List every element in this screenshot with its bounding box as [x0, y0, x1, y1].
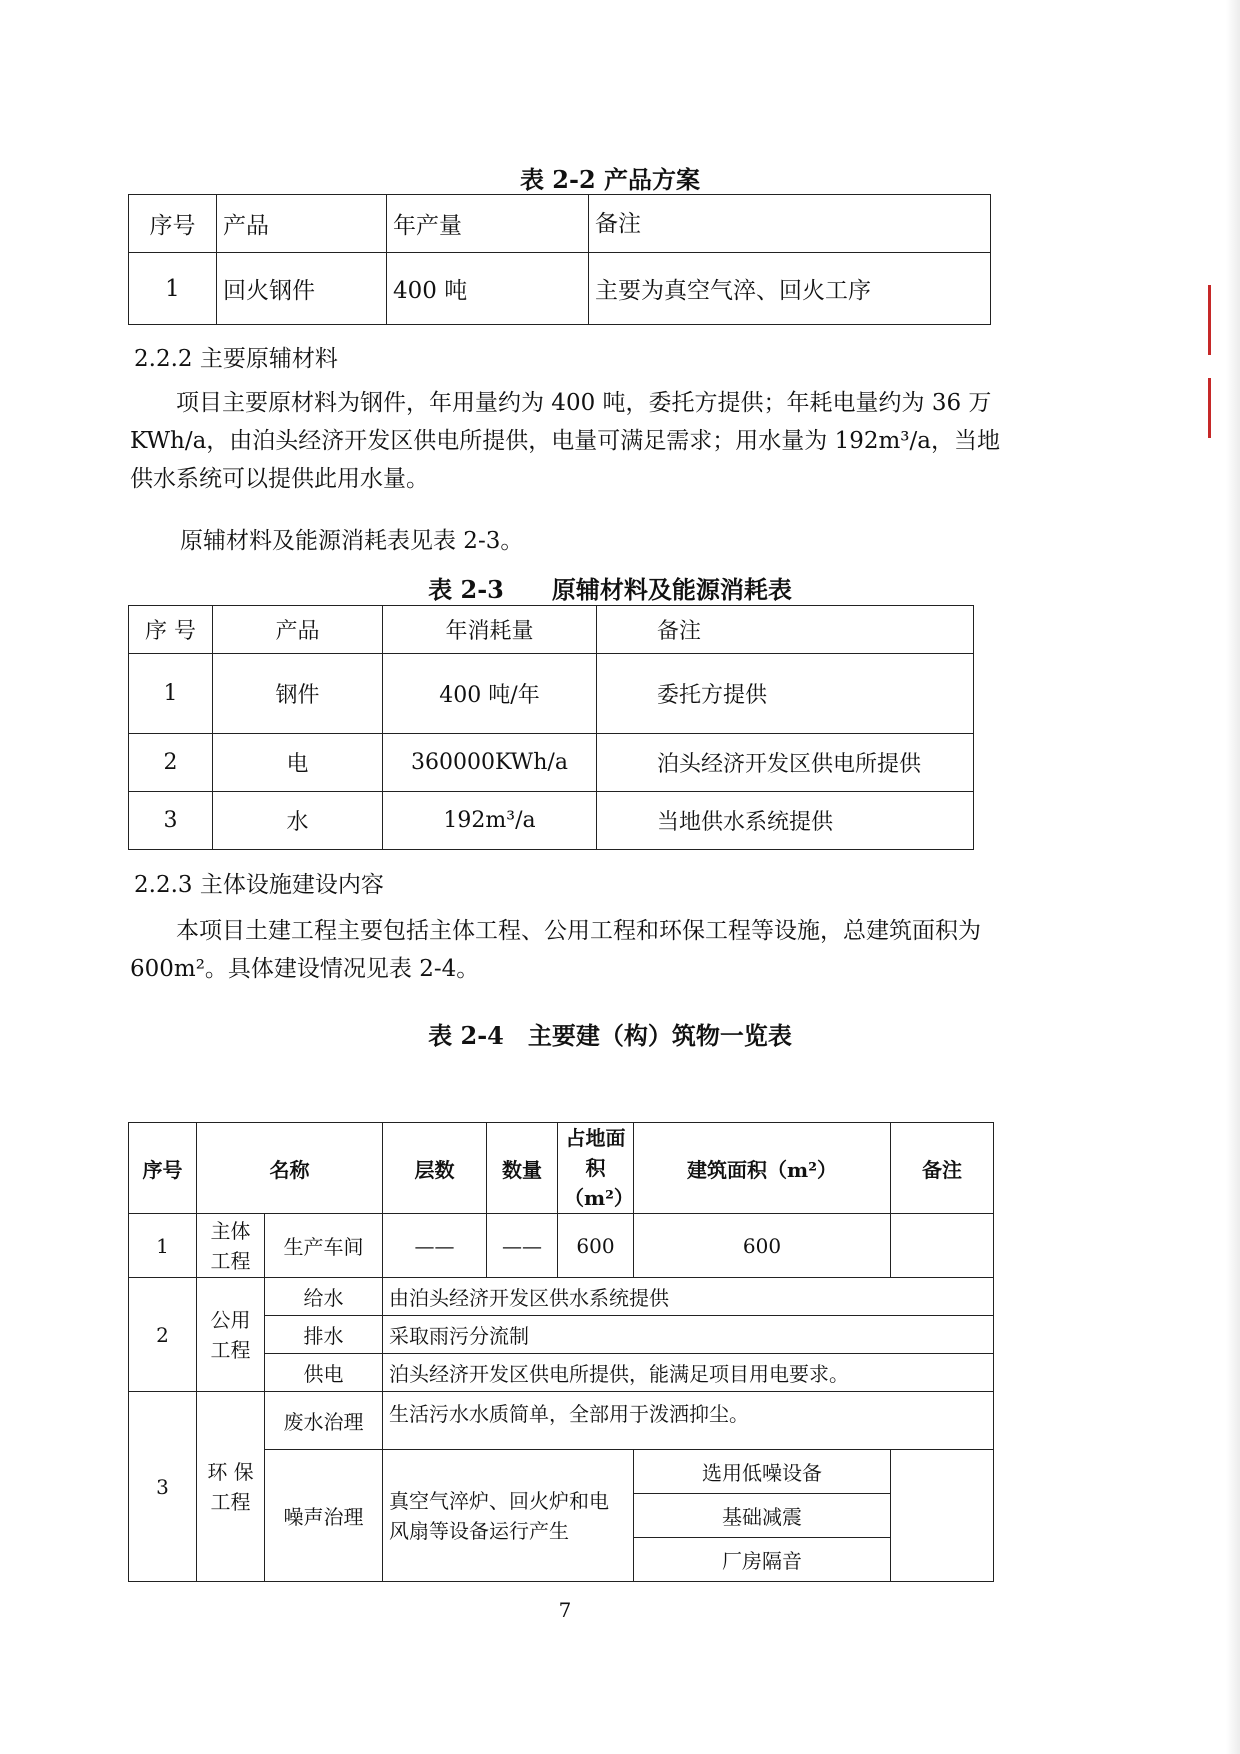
table-cell: 当地供水系统提供: [597, 792, 974, 850]
section-heading: 2.2.3 主体设施建设内容: [134, 872, 384, 898]
table-cell: 1: [129, 253, 217, 325]
table-cell: 1: [129, 654, 213, 734]
table-cell: 供电: [265, 1354, 383, 1392]
header-cell: 备注: [597, 606, 974, 654]
table-cell: 生活污水水质简单，全部用于泼洒抑尘。: [383, 1392, 994, 1450]
table-cell: 360000KWh/a: [383, 734, 597, 792]
page-edge: [1226, 0, 1240, 1754]
header-cell: 序号: [129, 1123, 197, 1214]
table-cell: 400 吨/年: [383, 654, 597, 734]
header-cell: 年产量: [387, 195, 589, 253]
header-cell: 产品: [217, 195, 387, 253]
table-cell: 基础减震: [634, 1494, 891, 1538]
table-cell: ——: [383, 1214, 487, 1278]
table-cell: 1: [129, 1214, 197, 1278]
table-cell: 采取雨污分流制: [383, 1316, 994, 1354]
header-cell: 年消耗量: [383, 606, 597, 654]
header-cell: 建筑面积（m²）: [634, 1123, 891, 1214]
table-cell: 400 吨: [387, 253, 589, 325]
table-cell: 真空气淬炉、回火炉和电风扇等设备运行产生: [383, 1450, 634, 1582]
table-cell: 192m³/a: [383, 792, 597, 850]
header-cell: 名称: [197, 1123, 383, 1214]
table-cell: 泊头经济开发区供电所提供，能满足项目用电要求。: [383, 1354, 994, 1392]
table-cell: 生产车间: [265, 1214, 383, 1278]
table-2-4-caption: 表 2-4 主要建（构）筑物一览表: [428, 1021, 792, 1050]
paragraph: 项目主要原材料为钢件，年用量约为 400 吨，委托方提供；年耗电量约为 36 万 KWh/a，由泊头经济开发区供电所提供，电量可满足需求；用水量为 192m³/a，当地供水系统可以提供此用水量。: [130, 390, 1000, 492]
section-heading: 2.2.2 主要原辅材料: [134, 346, 338, 372]
table-2-2-caption: 表 2-2 产品方案: [519, 165, 701, 194]
header-cell: 序号: [129, 195, 217, 253]
table-2-3-caption: 表 2-3 原辅材料及能源消耗表: [428, 575, 792, 604]
table-cell: 2: [129, 734, 213, 792]
page-number: 7: [558, 1598, 572, 1622]
table-cell: 泊头经济开发区供电所提供: [597, 734, 974, 792]
table-cell: [891, 1214, 994, 1278]
header-cell: 层数: [383, 1123, 487, 1214]
table-cell: 环 保工程: [197, 1392, 265, 1582]
table-cell: 公用工程: [197, 1278, 265, 1392]
paragraph: 本项目土建工程主要包括主体工程、公用工程和环保工程等设施，总建筑面积为 600m²。具体建设情况见表 2-4。: [130, 918, 981, 982]
table-cell: 600: [634, 1214, 891, 1278]
table-cell: 厂房隔音: [634, 1538, 891, 1582]
table-cell: [891, 1450, 994, 1582]
table-cell: 委托方提供: [597, 654, 974, 734]
table-2-2: [128, 194, 991, 325]
table-cell: 2: [129, 1278, 197, 1392]
header-cell: 备注: [891, 1123, 994, 1214]
table-cell: 主要为真空气淬、回火工序: [589, 253, 991, 325]
table-cell: 主体工程: [197, 1214, 265, 1278]
header-cell: 备注: [589, 195, 991, 253]
table-2-4: [128, 1122, 994, 1582]
table-cell: 给水: [265, 1278, 383, 1316]
header-cell: 产品: [213, 606, 383, 654]
table-cell: 3: [129, 1392, 197, 1582]
table-cell: 选用低噪设备: [634, 1450, 891, 1494]
header-cell: 序 号: [129, 606, 213, 654]
table-cell: ——: [487, 1214, 558, 1278]
red-margin-mark: [1208, 285, 1211, 355]
table-cell: 回火钢件: [217, 253, 387, 325]
table-cell: 电: [213, 734, 383, 792]
red-margin-mark: [1208, 378, 1211, 438]
table-cell: 水: [213, 792, 383, 850]
header-cell: 数量: [487, 1123, 558, 1214]
table-cell: 3: [129, 792, 213, 850]
paragraph: 原辅材料及能源消耗表见表 2-3。: [180, 528, 524, 554]
table-cell: 钢件: [213, 654, 383, 734]
table-cell: 600: [558, 1214, 634, 1278]
table-2-3: [128, 605, 974, 850]
table-cell: 废水治理: [265, 1392, 383, 1450]
table-cell: 排水: [265, 1316, 383, 1354]
table-cell: 噪声治理: [265, 1450, 383, 1582]
table-cell: 由泊头经济开发区供水系统提供: [383, 1278, 994, 1316]
header-cell: 占地面积（m²）: [558, 1123, 634, 1214]
